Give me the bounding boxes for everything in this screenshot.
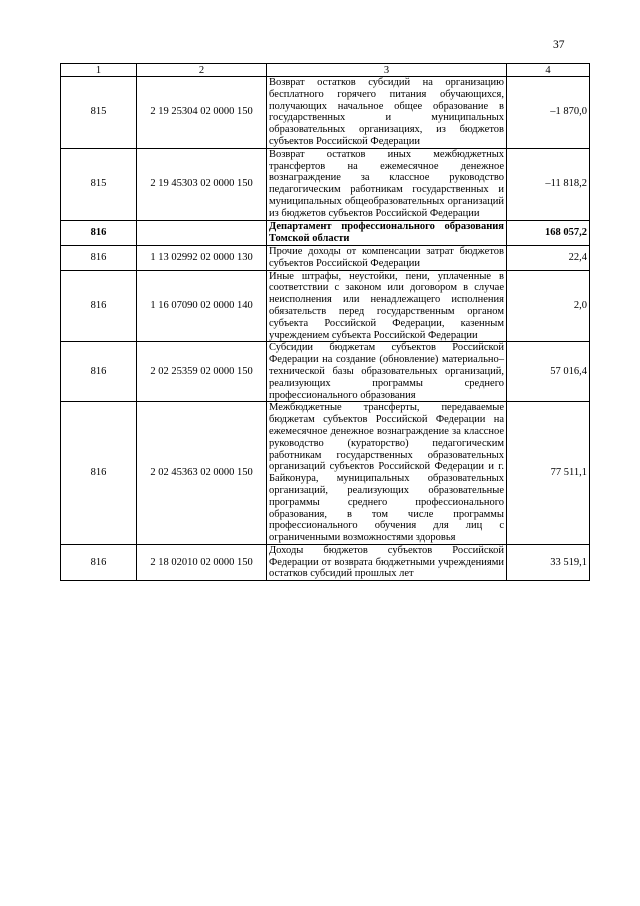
revenue-description-cell: Межбюджетные трансферты, передаваемые бюджетам субъектов Российской Федерации на ежемесячное денежное вознаграждение за классное руководство (кураторство) педагогическим работникам государственных образовательных организаций субъектов Российской Федерации и г. Байконура, муниципальных образовательных организаций, реализующих образовательные программы среднего профессионального образования, в том числе программы профессионального обучения для лиц с ограниченными возможностями здоровья <box>267 402 507 545</box>
column-header-1: 1 <box>61 64 137 77</box>
budget-classification-code-cell: 1 16 07090 02 0000 140 <box>137 270 267 342</box>
budget-classification-code-cell: 2 19 25304 02 0000 150 <box>137 77 267 149</box>
budget-classification-code-cell: 2 19 45303 02 0000 150 <box>137 148 267 220</box>
admin-code-cell: 815 <box>61 148 137 220</box>
amount-cell: 77 511,1 <box>507 402 590 545</box>
column-header-4: 4 <box>507 64 590 77</box>
revenue-description-cell: Департамент профессионального образования Томской области <box>267 220 507 245</box>
admin-code-cell: 815 <box>61 77 137 149</box>
budget-classification-code-cell: 2 18 02010 02 0000 150 <box>137 544 267 580</box>
revenue-description-cell: Доходы бюджетов субъектов Российской Федерации от возврата бюджетными учреждениями остатков субсидий прошлых лет <box>267 544 507 580</box>
admin-code-cell: 816 <box>61 270 137 342</box>
budget-revenue-table <box>60 63 590 581</box>
revenue-description-cell: Субсидии бюджетам субъектов Российской Федерации на создание (обновление) материально–технической базы образовательных организаций, реализующих программы среднего профессионального образования <box>267 342 507 402</box>
amount-cell: 33 519,1 <box>507 544 590 580</box>
amount-cell: 57 016,4 <box>507 342 590 402</box>
admin-code-cell: 816 <box>61 342 137 402</box>
table-row <box>61 342 590 402</box>
column-header-2: 2 <box>137 64 267 77</box>
admin-code-cell: 816 <box>61 220 137 245</box>
admin-code-cell: 816 <box>61 402 137 545</box>
table-row <box>61 77 590 149</box>
amount-cell: 168 057,2 <box>507 220 590 245</box>
table-row <box>61 544 590 580</box>
page-number: 37 <box>553 39 565 51</box>
budget-classification-code-cell: 1 13 02992 02 0000 130 <box>137 245 267 270</box>
revenue-description-cell: Иные штрафы, неустойки, пени, уплаченные в соответствии с законом или договором в случае неисполнения или ненадлежащего исполнения обязательств перед государственным органом субъекта Российской Федерации, казенным учреждением субъекта Российской Федерации <box>267 270 507 342</box>
column-header-3: 3 <box>267 64 507 77</box>
budget-classification-code-cell <box>137 220 267 245</box>
budget-classification-code-cell: 2 02 45363 02 0000 150 <box>137 402 267 545</box>
revenue-description-cell: Прочие доходы от компенсации затрат бюджетов субъектов Российской Федерации <box>267 245 507 270</box>
table-row <box>61 245 590 270</box>
table-row <box>61 402 590 545</box>
table-row <box>61 220 590 245</box>
amount-cell: 2,0 <box>507 270 590 342</box>
amount-cell: 22,4 <box>507 245 590 270</box>
revenue-description-cell: Возврат остатков субсидий на организацию бесплатного горячего питания обучающихся, получающих начальное общее образование в государственных и муниципальных образовательных организациях, из бюджетов субъектов Российской Федерации <box>267 77 507 149</box>
table-row <box>61 270 590 342</box>
revenue-description-cell: Возврат остатков иных межбюджетных трансфертов на ежемесячное денежное вознаграждение за классное руководство педагогическим работникам государственных и муниципальных общеобразовательных организаций из бюджетов субъектов Российской Федерации <box>267 148 507 220</box>
admin-code-cell: 816 <box>61 544 137 580</box>
table-row <box>61 148 590 220</box>
amount-cell: –11 818,2 <box>507 148 590 220</box>
table-header-row <box>61 64 590 77</box>
budget-classification-code-cell: 2 02 25359 02 0000 150 <box>137 342 267 402</box>
table-body <box>61 77 590 581</box>
admin-code-cell: 816 <box>61 245 137 270</box>
amount-cell: –1 870,0 <box>507 77 590 149</box>
